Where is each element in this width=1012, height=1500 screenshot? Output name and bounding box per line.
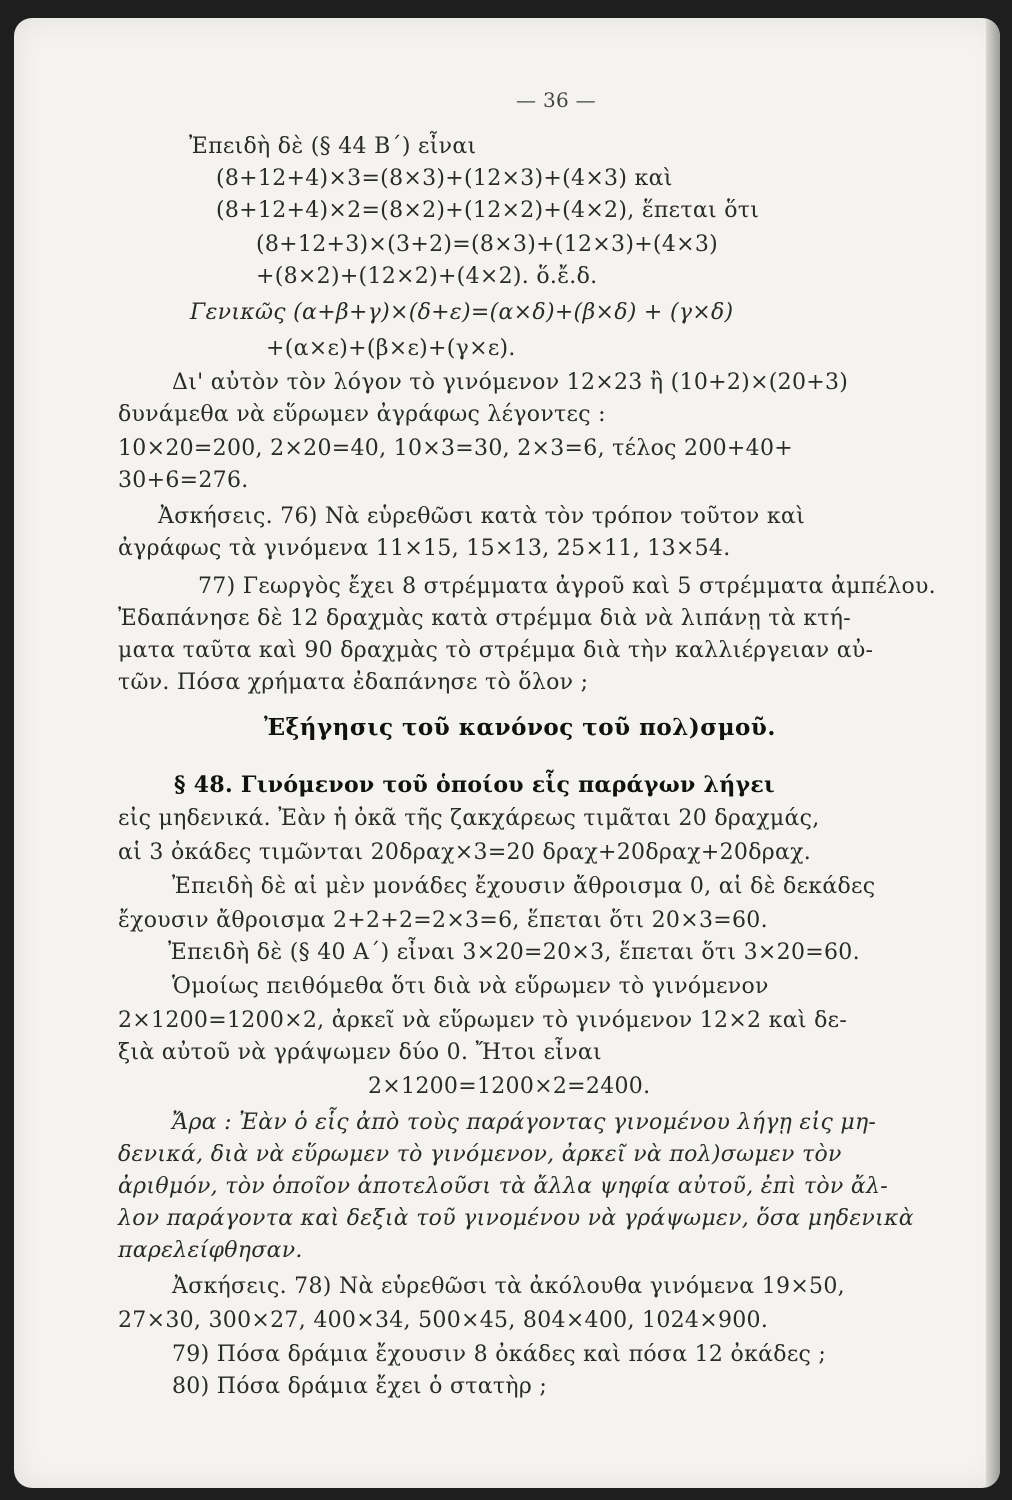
exercise-77-line-2: Ἐδαπάνησε δὲ 12 δραχμὰς κατὰ στρέμμα διὰ νὰ λιπάνῃ τὰ κτή- xyxy=(118,606,851,631)
exercise-80: 80) Πόσα δράμια ἔχει ὁ στατὴρ ; xyxy=(172,1374,548,1399)
exercise-78-line-1: Ἀσκήσεις. 78) Νὰ εὑρεθῶσι τὰ ἀκόλουθα γινόμενα 19×50, xyxy=(172,1274,845,1299)
equation-line-1: (8+12+4)×3=(8×3)+(12×3)+(4×3) καὶ xyxy=(216,166,673,191)
paragraph-48-line-3: Ἐπειδὴ δὲ αἱ μὲν μονάδες ἔχουσιν ἄθροισμα 0, αἱ δὲ δεκάδες xyxy=(172,874,876,899)
book-page xyxy=(14,18,1000,1488)
paragraph-48-line-4: ἔχουσιν ἄθροισμα 2+2+2=2×3=6, ἕπεται ὅτι 20×3=60. xyxy=(118,908,768,933)
rule-line-3: ἀριθμόν, τὸν ὁποῖον ἀποτελοῦσι τὰ ἄλλα ψηφία αὐτοῦ, ἐπὶ τὸν ἄλ- xyxy=(118,1174,889,1199)
exercise-79: 79) Πόσα δράμια ἔχουσιν 8 ὀκάδες καὶ πόσα 12 ὀκάδες ; xyxy=(172,1342,827,1367)
paragraph-48-line-1: εἰς μηδενικά. Ἐὰν ἡ ὀκᾶ τῆς ζακχάρεως τιμᾶται 20 δραχμάς, xyxy=(118,806,820,831)
page-number: — 36 — xyxy=(516,88,596,112)
rule-line-1: Ἄρα : Ἐὰν ὁ εἷς ἀπὸ τοὺς παράγοντας γινομένου λήγῃ εἰς μη- xyxy=(172,1110,877,1135)
paragraph-48-line-2: αἱ 3 ὀκάδες τιμῶνται 20δραχ×3=20 δραχ+20δραχ+20δραχ. xyxy=(118,840,812,865)
paragraph-48-line-8: ξιὰ αὐτοῦ νὰ γράψωμεν δύο 0. Ἤτοι εἶναι xyxy=(118,1040,602,1065)
exercise-76-line-2: ἀγράφως τὰ γινόμενα 11×15, 15×13, 25×11, 13×54. xyxy=(118,536,731,561)
general-formula-line-1: Γενικῶς (α+β+γ)×(δ+ε)=(α×δ)+(β×δ) + (γ×δ) xyxy=(190,300,734,325)
text-line-5: 30+6=276. xyxy=(118,468,249,493)
exercise-78-line-2: 27×30, 300×27, 400×34, 500×45, 804×400, 1024×900. xyxy=(118,1308,769,1333)
equation-line-3: (8+12+3)×(3+2)=(8×3)+(12×3)+(4×3) xyxy=(256,232,719,257)
paragraph-48-result: 2×1200=1200×2=2400. xyxy=(368,1074,651,1099)
exercise-77-line-1: 77) Γεωργὸς ἔχει 8 στρέμματα ἀγροῦ καὶ 5 στρέμματα ἀμπέλου. xyxy=(198,574,936,599)
paragraph-48-line-6: Ὁμοίως πειθόμεθα ὅτι διὰ νὰ εὕρωμεν τὸ γινόμενον xyxy=(172,974,769,999)
rule-line-5: παρελείφθησαν. xyxy=(118,1238,303,1263)
section-heading: Ἐξήγησις τοῦ κανόνος τοῦ πολ)σμοῦ. xyxy=(264,714,776,741)
exercise-77-line-3: ματα ταῦτα καὶ 90 δραχμὰς τὸ στρέμμα διὰ τὴν καλλιέργειαν αὐ- xyxy=(118,638,874,663)
exercise-76-line-1: Ἀσκήσεις. 76) Νὰ εὑρεθῶσι κατὰ τὸν τρόπον τοῦτον καὶ xyxy=(158,504,806,529)
page-spine-shadow xyxy=(986,18,1000,1488)
text-line-1: Ἐπειδὴ δὲ (§ 44 Β΄) εἶναι xyxy=(189,134,477,159)
rule-line-4: λον παράγοντα καὶ δεξιὰ τοῦ γινομένου νὰ γράψωμεν, ὅσα μηδενικὰ xyxy=(118,1206,914,1231)
text-line-4: 10×20=200, 2×20=40, 10×3=30, 2×3=6, τέλος 200+40+ xyxy=(118,436,793,461)
equation-line-2: (8+12+4)×2=(8×2)+(12×2)+(4×2), ἕπεται ὅτι xyxy=(216,198,760,223)
rule-line-2: δενικά, διὰ νὰ εὕρωμεν τὸ γινόμενον, ἀρκεῖ νὰ πολ)σωμεν τὸν xyxy=(118,1142,842,1167)
paragraph-48-line-7: 2×1200=1200×2, ἀρκεῖ νὰ εὕρωμεν τὸ γινόμενον 12×2 καὶ δε- xyxy=(118,1008,848,1033)
equation-line-4: +(8×2)+(12×2)+(4×2). ὅ.ἔ.δ. xyxy=(256,264,598,289)
exercise-77-line-4: τῶν. Πόσα χρήματα ἐδαπάνησε τὸ ὅλον ; xyxy=(118,670,589,695)
text-line-2: Δι' αὐτὸν τὸν λόγον τὸ γινόμενον 12×23 ἢ (10+2)×(20+3) xyxy=(172,370,849,395)
paragraph-48-line-5: Ἐπειδὴ δὲ (§ 40 Α΄) εἶναι 3×20=20×3, ἕπεται ὅτι 3×20=60. xyxy=(168,940,860,965)
paragraph-48-title: § 48. Γινόμενον τοῦ ὁποίου εἷς παράγων λήγει xyxy=(174,772,775,798)
general-formula-line-2: +(α×ε)+(β×ε)+(γ×ε). xyxy=(266,336,516,361)
text-line-3: δυνάμεθα νὰ εὕρωμεν ἀγράφως λέγοντες : xyxy=(118,402,606,427)
